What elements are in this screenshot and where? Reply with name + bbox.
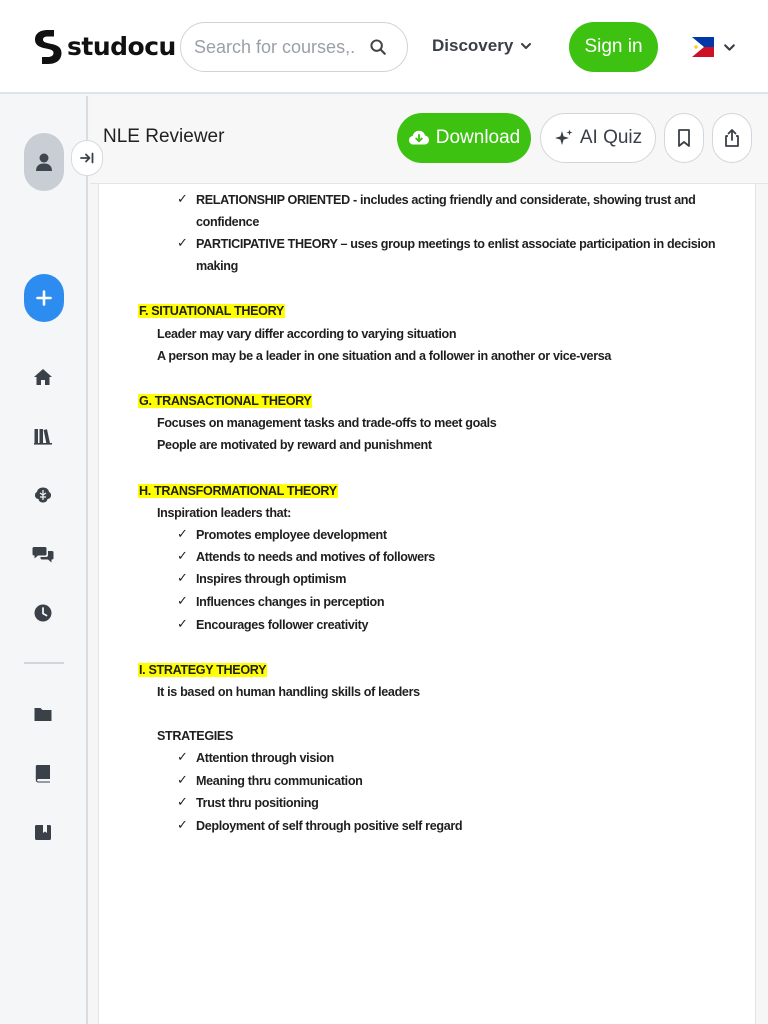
left-sidebar [0, 96, 88, 1024]
document-toolbar [90, 96, 768, 184]
studocu-logo-mark-icon [32, 27, 64, 67]
create-button[interactable] [24, 274, 64, 322]
sidebar-divider [24, 662, 64, 664]
document-title: NLE Reviewer [103, 126, 225, 147]
ai-quiz-label: AI Quiz [579, 127, 643, 148]
chevron-down-icon [722, 40, 737, 55]
list-item: Encourages follower creativity [196, 618, 369, 632]
plus-icon [35, 289, 53, 307]
check-mark: ✓ [177, 772, 188, 787]
participative-line-1: PARTICIPATIVE THEORY – uses group meetings to enlist associate participation in decision [196, 237, 716, 251]
list-item: Influences changes in perception [196, 595, 385, 609]
bookmark-book-icon[interactable] [32, 821, 54, 843]
discovery-menu[interactable] [432, 33, 533, 59]
list-item: Deployment of self through positive self regard [196, 819, 463, 833]
check-mark: ✓ [177, 616, 188, 631]
home-icon[interactable] [32, 366, 54, 388]
section-f-line: Leader may vary differ according to varying situation [157, 327, 457, 341]
search-box[interactable] [180, 22, 408, 72]
section-h-heading: H. TRANSFORMATIONAL THEORY [139, 484, 337, 498]
list-item: Inspires through optimism [196, 572, 347, 586]
search-input[interactable] [194, 37, 354, 58]
ai-quiz-button[interactable] [540, 113, 656, 163]
list-item: Promotes employee development [196, 528, 387, 542]
check-mark: ✓ [177, 548, 188, 563]
check-mark: ✓ [177, 235, 188, 250]
discovery-label: Discovery [432, 36, 514, 55]
section-f-heading: F. SITUATIONAL THEORY [139, 304, 284, 318]
avatar[interactable] [24, 133, 64, 191]
top-header [0, 0, 768, 94]
sign-in-button[interactable]: Sign in [569, 22, 658, 72]
relationship-line-1: RELATIONSHIP ORIENTED - includes acting friendly and considerate, showing trust and [196, 193, 696, 207]
relationship-line-2: confidence [196, 215, 259, 229]
logo-text: studocu [67, 31, 176, 61]
search-icon[interactable] [369, 38, 387, 56]
sparkle-icon [554, 128, 574, 148]
book-icon[interactable] [32, 762, 54, 784]
check-mark: ✓ [177, 593, 188, 608]
share-icon [723, 128, 741, 148]
folder-icon[interactable] [32, 703, 54, 725]
check-mark: ✓ [177, 526, 188, 541]
library-icon[interactable] [32, 425, 54, 447]
participative-line-2: making [196, 259, 238, 273]
arrow-right-to-line-icon [80, 152, 94, 164]
download-button[interactable] [397, 113, 531, 163]
strategies-label: STRATEGIES [157, 729, 234, 743]
ai-brain-icon[interactable] [32, 484, 54, 506]
list-item: Attends to needs and motives of followers [196, 550, 435, 564]
section-g-line: People are motivated by reward and punishment [157, 438, 432, 452]
document-content [99, 184, 757, 1024]
download-label: Download [435, 127, 521, 148]
collapse-sidebar-button[interactable] [71, 140, 103, 176]
bookmark-button[interactable] [664, 113, 704, 163]
check-mark: ✓ [177, 749, 188, 764]
clock-icon[interactable] [32, 602, 54, 624]
user-icon [35, 152, 53, 172]
bookmark-icon [676, 128, 692, 148]
list-item: Meaning thru communication [196, 774, 363, 788]
list-item: Attention through vision [196, 751, 334, 765]
check-mark: ✓ [177, 191, 188, 206]
chat-icon[interactable] [32, 543, 54, 565]
document-page [98, 184, 756, 1024]
chevron-down-icon [519, 39, 533, 53]
section-g-line: Focuses on management tasks and trade-offs to meet goals [157, 416, 497, 430]
share-button[interactable] [712, 113, 752, 163]
check-mark: ✓ [177, 817, 188, 832]
cloud-download-icon [408, 128, 430, 148]
language-selector[interactable] [692, 36, 737, 58]
section-i-heading: I. STRATEGY THEORY [139, 663, 267, 677]
philippines-flag-icon [692, 37, 714, 57]
section-i-line: It is based on human handling skills of leaders [157, 685, 420, 699]
studocu-logo[interactable] [32, 27, 176, 67]
section-h-intro: Inspiration leaders that: [157, 506, 292, 520]
list-item: Trust thru positioning [196, 796, 319, 810]
section-f-line: A person may be a leader in one situation and a follower in another or vice-versa [157, 349, 612, 363]
check-mark: ✓ [177, 570, 188, 585]
section-g-heading: G. TRANSACTIONAL THEORY [139, 394, 312, 408]
check-mark: ✓ [177, 794, 188, 809]
